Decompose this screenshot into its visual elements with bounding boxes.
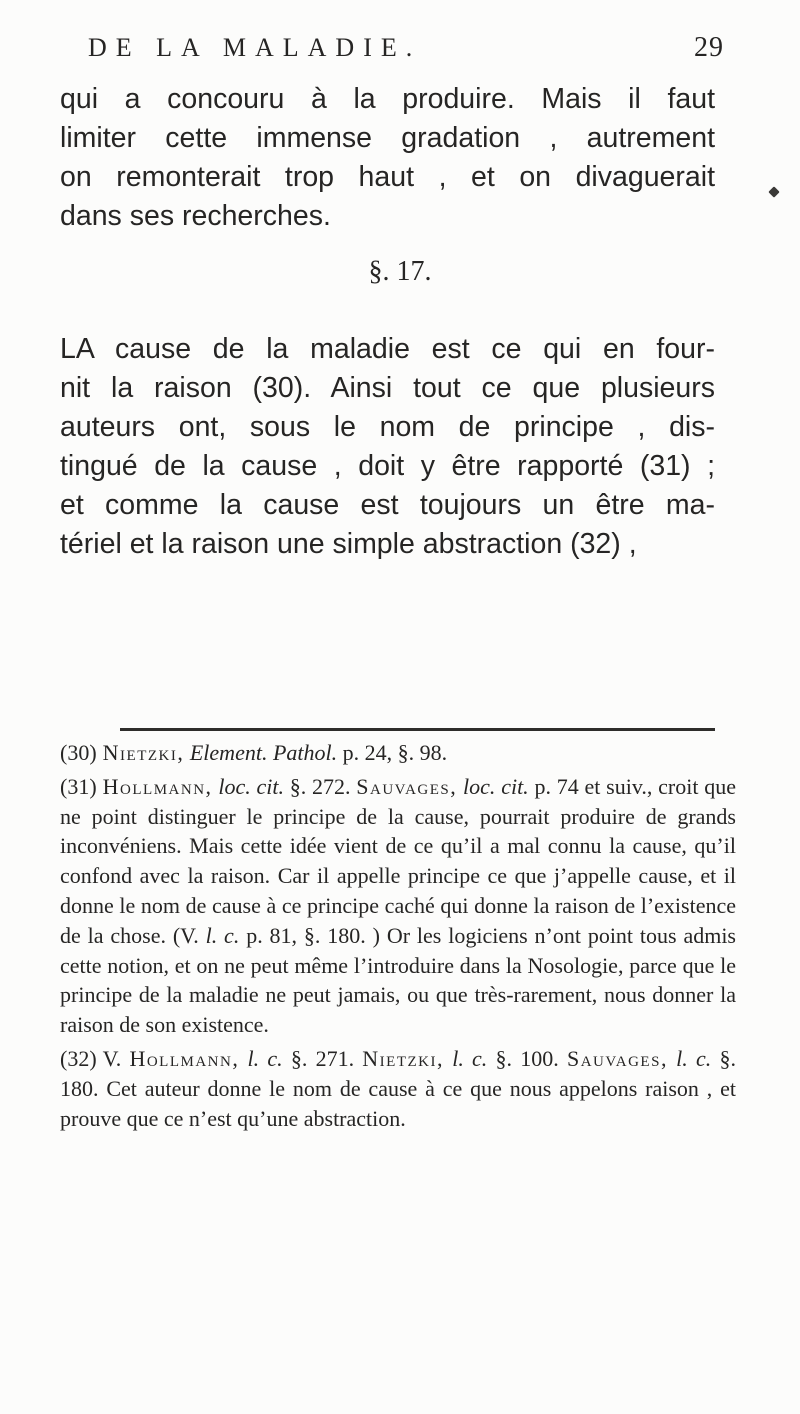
author-name: Hollmann, [102,773,213,799]
footnote-marker: (30) [60,740,97,765]
footnote-marker: (32) [60,1045,97,1071]
ink-spot-mark [768,186,779,197]
text-line: dans ses recherches. [60,200,331,232]
text-line: limiter cette immense gradation , autrement [60,122,715,154]
reference-title: l. c. [205,922,240,948]
footnote-text: p. 24, §. 98. [337,740,448,765]
author-name: Nietzki, [102,740,185,765]
text-line: qui a concouru à la produire. Mais il faut [60,83,715,115]
reference-title: l. c. [452,1045,488,1071]
reference-title: loc. cit. [463,773,529,799]
section-heading: §. 17. [368,256,432,287]
reference-title: l. c. [676,1045,712,1071]
author-name: Sauvages, [356,773,458,799]
footnote-marker: (31) [60,773,97,799]
reference-title: l. c. [247,1045,283,1071]
text-line: LA cause de la maladie est ce qui en four- [60,333,715,365]
footnote-text: §. 180. Cet auteur donne le nom de cause à ce que nous appelons raison , et prouve que ce n’est qu’une abstraction. [60,1045,736,1131]
footnote-text: V. [102,1045,130,1071]
author-name: Sauvages, [566,1045,668,1071]
page-header [88,30,724,66]
page-number: 29 [694,32,724,63]
author-name: Hollmann, [129,1045,240,1071]
text-line: auteurs ont, sous le nom de principe , dis- [60,411,715,443]
footnote-30 [60,738,736,768]
footnote-text: §. 100. [487,1045,567,1071]
footnote-text: p. 74 et suiv., croit que ne point distinguer le principe de la cause, pourrait produire de grands inconvéniens. Mais cette idée vient de ce qu’il a mal connu la cause, qu’il confond avec la raison. Car il appelle principe ce que j’appelle cause, et il donne le nom de cause à ce principe caché qui donne la raison de l’existence de la chose. (V. [60,773,737,948]
text-line: et comme la cause est toujours un être ma- [60,489,715,521]
footnote-text: §. 272. [283,773,357,799]
reference-title: Element. Pathol. [189,740,338,765]
paragraph-section-17 [60,330,715,564]
footnotes [60,738,736,1137]
text-line: tériel et la raison une simple abstraction (32) , [60,528,637,560]
footnote-text: §. 271. [282,1045,363,1071]
text-line: nit la raison (30). Ainsi tout ce que plusieurs [60,372,715,404]
footnote-31 [60,772,736,1040]
reference-title: loc. cit. [218,773,284,799]
footnote-separator-rule [120,728,715,731]
paragraph-continuation [60,80,715,236]
text-line: on remonterait trop haut , et on divaguerait [60,161,715,193]
footnote-text: p. 81, §. 180. ) Or les logiciens n’ont point tous admis cette notion, et on ne peut même l’introduire dans la Nosologie, parce que le principe de la maladie ne peut jamais, ou que très-rarement, nous donner la raison de son existence. [60,922,736,1038]
text-line: tingué de la cause , doit y être rapporté (31) ; [60,450,715,482]
running-head: DE LA MALADIE. [88,33,422,62]
footnote-32 [60,1044,736,1133]
author-name: Nietzki, [362,1045,444,1071]
